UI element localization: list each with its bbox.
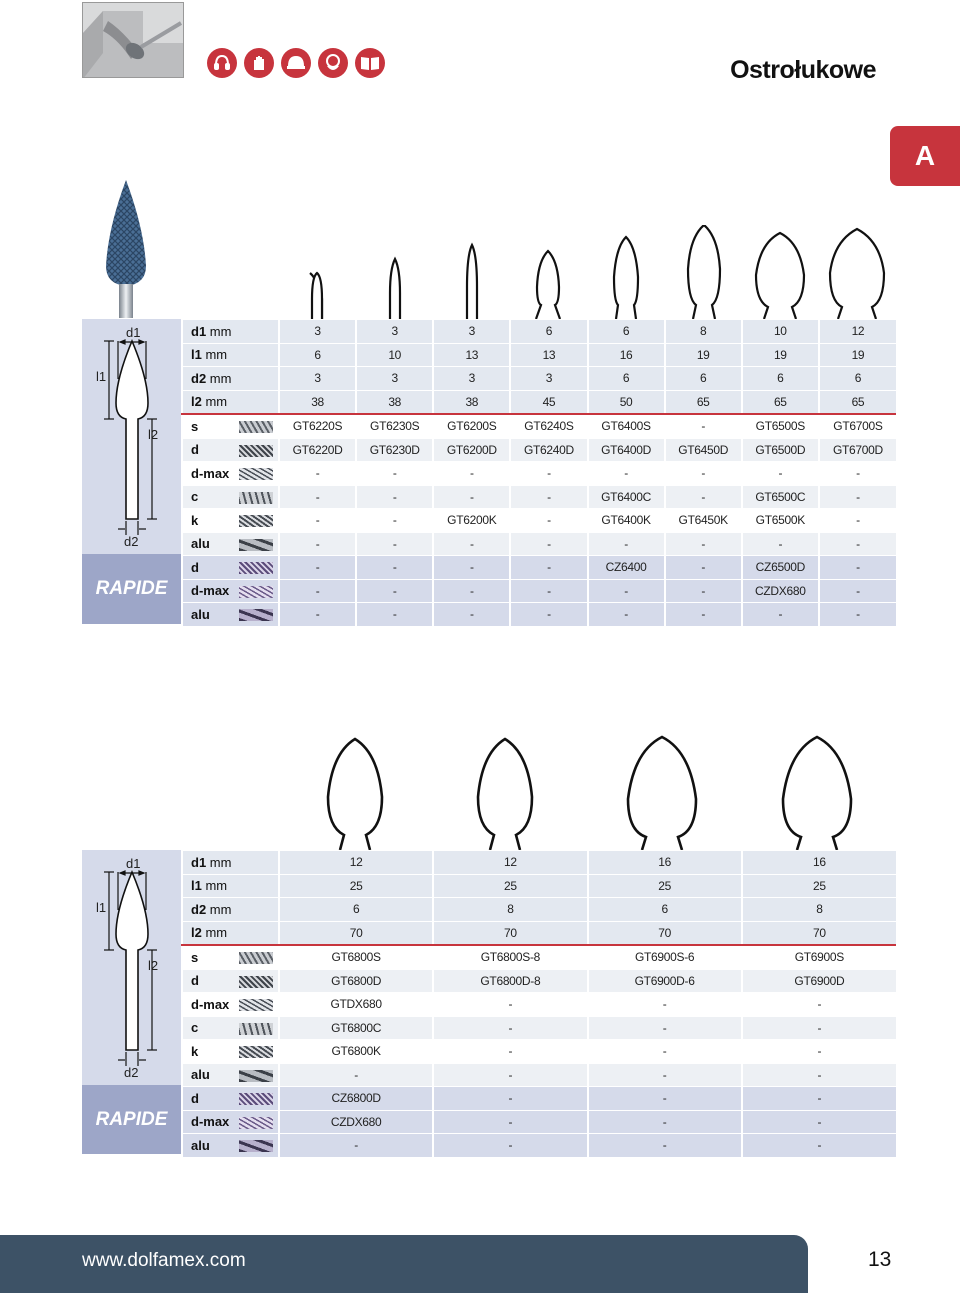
rapide-row-d-max bbox=[182, 1110, 896, 1134]
table-cell: 70 bbox=[588, 921, 742, 945]
cut-type-row-k bbox=[182, 1040, 896, 1064]
table-cell: - bbox=[742, 532, 819, 556]
dim-name: d1 bbox=[191, 854, 207, 870]
table-cell: 3 bbox=[279, 367, 356, 391]
dimension-row-l1 bbox=[182, 343, 896, 367]
table-cell: - bbox=[433, 1087, 587, 1111]
table-cell: GT6450D bbox=[665, 438, 742, 462]
page-title: Ostrołukowe bbox=[730, 56, 876, 84]
cut-pattern-icon bbox=[239, 445, 273, 457]
cut-type-row-s bbox=[182, 945, 896, 969]
table-cell: - bbox=[510, 556, 587, 580]
dim-unit: mm bbox=[209, 323, 232, 339]
table-cell: - bbox=[819, 556, 896, 580]
dim-name: l2 bbox=[191, 925, 202, 941]
row-label bbox=[182, 485, 279, 509]
table-cell: - bbox=[510, 485, 587, 509]
table-cell: GT6500C bbox=[742, 485, 819, 509]
table-cell: - bbox=[279, 556, 356, 580]
table-cell: GT6500K bbox=[742, 509, 819, 533]
cut-pattern-icon bbox=[239, 952, 273, 964]
table-cell: GT6500D bbox=[742, 438, 819, 462]
table-cell: GT6900S-6 bbox=[588, 945, 742, 969]
table-cell: - bbox=[433, 1016, 587, 1040]
table-cell: - bbox=[510, 579, 587, 603]
table-cell: - bbox=[433, 993, 587, 1017]
face-mask-icon bbox=[318, 48, 348, 78]
table-cell: - bbox=[742, 1134, 896, 1157]
section-tab[interactable]: A bbox=[890, 126, 960, 186]
cut-code: d bbox=[191, 559, 199, 575]
dimension-row-l2 bbox=[182, 390, 896, 414]
table-cell: 6 bbox=[279, 343, 356, 367]
cut-code: alu bbox=[191, 536, 210, 552]
cut-pattern-icon bbox=[239, 492, 273, 504]
table-cell: 70 bbox=[742, 921, 896, 945]
rapide-row-d bbox=[182, 1087, 896, 1111]
dim-unit: mm bbox=[205, 394, 228, 410]
table-cell: - bbox=[356, 532, 433, 556]
cut-code: d bbox=[191, 1090, 199, 1106]
ear-protection-icon bbox=[207, 48, 237, 78]
table-cell: - bbox=[279, 485, 356, 509]
table-cell: 16 bbox=[588, 343, 665, 367]
row-label bbox=[182, 320, 279, 344]
table-cell: - bbox=[433, 1110, 587, 1134]
spec-table-2 bbox=[181, 850, 896, 1157]
table-cell: GT6240D bbox=[510, 438, 587, 462]
row-label bbox=[182, 1110, 279, 1134]
row-label bbox=[182, 1063, 279, 1087]
table-cell: - bbox=[819, 532, 896, 556]
table-cell: 12 bbox=[279, 851, 433, 875]
table-cell: - bbox=[588, 462, 665, 486]
table-cell: - bbox=[588, 603, 665, 626]
table-cell: 6 bbox=[588, 367, 665, 391]
table-cell: 12 bbox=[819, 320, 896, 344]
table-cell: 65 bbox=[819, 390, 896, 414]
row-label bbox=[182, 898, 279, 922]
label-l1: l1 bbox=[96, 900, 107, 915]
table-cell: - bbox=[742, 462, 819, 486]
spec-table-1 bbox=[181, 319, 896, 626]
table-cell: GT6400S bbox=[588, 414, 665, 438]
table-cell: 70 bbox=[279, 921, 433, 945]
table-cell: - bbox=[279, 1063, 433, 1087]
table-cell: - bbox=[588, 1087, 742, 1111]
dim-unit: mm bbox=[205, 925, 228, 941]
table-cell: - bbox=[588, 532, 665, 556]
table-cell: - bbox=[588, 1110, 742, 1134]
cut-type-row-d bbox=[182, 969, 896, 993]
table-cell: - bbox=[433, 532, 510, 556]
table-cell: GT6400D bbox=[588, 438, 665, 462]
row-label bbox=[182, 462, 279, 486]
table-cell: 16 bbox=[742, 851, 896, 875]
cut-type-row-d-max bbox=[182, 462, 896, 486]
dim-unit: mm bbox=[205, 347, 228, 363]
table-cell: - bbox=[588, 1016, 742, 1040]
table-cell: - bbox=[510, 509, 587, 533]
row-label bbox=[182, 579, 279, 603]
dim-name: l2 bbox=[191, 394, 202, 410]
tool-silhouettes-row-1 bbox=[278, 225, 898, 319]
table-cell: GT6700D bbox=[819, 438, 896, 462]
table-cell: GT6800K bbox=[279, 1040, 433, 1064]
table-cell: GT6500S bbox=[742, 414, 819, 438]
rapide-row-alu bbox=[182, 1134, 896, 1157]
table-cell: 13 bbox=[510, 343, 587, 367]
row-label bbox=[182, 532, 279, 556]
table-cell: 16 bbox=[588, 851, 742, 875]
table-cell: GT6220D bbox=[279, 438, 356, 462]
table-cell: GT6230D bbox=[356, 438, 433, 462]
label-d1: d1 bbox=[126, 856, 141, 871]
table-cell: - bbox=[279, 579, 356, 603]
row-label bbox=[182, 1016, 279, 1040]
cut-code: alu bbox=[191, 606, 210, 622]
cut-code: d-max bbox=[191, 996, 230, 1012]
row-label bbox=[182, 414, 279, 438]
table-cell: - bbox=[356, 579, 433, 603]
dim-unit: mm bbox=[205, 878, 228, 894]
table-cell: 6 bbox=[588, 320, 665, 344]
table-cell: - bbox=[742, 1040, 896, 1064]
row-label bbox=[182, 556, 279, 580]
cut-type-row-k bbox=[182, 509, 896, 533]
rapide-label: RAPIDE bbox=[95, 578, 168, 599]
table-cell: 6 bbox=[819, 367, 896, 391]
cut-pattern-icon bbox=[239, 999, 273, 1011]
row-label bbox=[182, 509, 279, 533]
tool-silhouettes-row-2 bbox=[320, 735, 880, 850]
table-cell: GT6230S bbox=[356, 414, 433, 438]
table-cell: 3 bbox=[279, 320, 356, 344]
dim-unit: mm bbox=[209, 854, 232, 870]
table-cell: 12 bbox=[433, 851, 587, 875]
table-cell: 8 bbox=[665, 320, 742, 344]
label-d2: d2 bbox=[124, 1065, 139, 1080]
cut-pattern-icon bbox=[239, 468, 273, 480]
table-cell: GTDX680 bbox=[279, 993, 433, 1017]
table-cell: GT6200K bbox=[433, 509, 510, 533]
dim-unit: mm bbox=[209, 370, 232, 386]
table-cell: 6 bbox=[588, 898, 742, 922]
cut-pattern-icon bbox=[239, 421, 273, 433]
table-cell: 6 bbox=[279, 898, 433, 922]
table-cell: - bbox=[356, 485, 433, 509]
cut-type-row-d bbox=[182, 438, 896, 462]
label-l1: l1 bbox=[96, 369, 107, 384]
row-label bbox=[182, 969, 279, 993]
table-cell: - bbox=[356, 462, 433, 486]
table-cell: GT6200S bbox=[433, 414, 510, 438]
table-cell: 25 bbox=[588, 874, 742, 898]
cut-code: d-max bbox=[191, 583, 230, 599]
row-label bbox=[182, 874, 279, 898]
table-cell: - bbox=[433, 1040, 587, 1064]
cut-code: d bbox=[191, 442, 199, 458]
table-cell: 13 bbox=[433, 343, 510, 367]
product-thumbnail bbox=[82, 2, 184, 78]
row-label bbox=[182, 343, 279, 367]
rapide-row-d bbox=[182, 556, 896, 580]
table-cell: - bbox=[433, 556, 510, 580]
table-cell: 3 bbox=[433, 367, 510, 391]
read-manual-icon bbox=[355, 48, 385, 78]
table-cell: 25 bbox=[433, 874, 587, 898]
cut-pattern-icon bbox=[239, 539, 273, 551]
row-label bbox=[182, 1040, 279, 1064]
cut-pattern-icon bbox=[239, 1046, 273, 1058]
table-cell: GT6800S-8 bbox=[433, 945, 587, 969]
table-cell: 3 bbox=[356, 367, 433, 391]
label-l2: l2 bbox=[148, 427, 159, 442]
table-cell: - bbox=[433, 1063, 587, 1087]
dimension-row-d2 bbox=[182, 367, 896, 391]
table-cell: - bbox=[588, 1040, 742, 1064]
table-cell: - bbox=[665, 603, 742, 626]
label-d2: d2 bbox=[124, 534, 139, 549]
table-cell: - bbox=[279, 1134, 433, 1157]
cut-pattern-icon bbox=[239, 1070, 273, 1082]
row-label bbox=[182, 367, 279, 391]
table-cell: 3 bbox=[356, 320, 433, 344]
row-label bbox=[182, 390, 279, 414]
cut-pattern-icon bbox=[239, 1023, 273, 1035]
tool-diagram-1 bbox=[82, 319, 181, 624]
cut-code: d-max bbox=[191, 465, 230, 481]
table-cell: - bbox=[742, 1063, 896, 1087]
table-cell: 25 bbox=[279, 874, 433, 898]
table-cell: GT6400C bbox=[588, 485, 665, 509]
table-cell: GT6200D bbox=[433, 438, 510, 462]
cut-type-row-d-max bbox=[182, 993, 896, 1017]
dim-name: d2 bbox=[191, 370, 207, 386]
cut-code: c bbox=[191, 1020, 199, 1036]
dim-name: l1 bbox=[191, 878, 202, 894]
row-label bbox=[182, 438, 279, 462]
table-cell: 19 bbox=[665, 343, 742, 367]
table-cell: - bbox=[433, 462, 510, 486]
cut-code: k bbox=[191, 1043, 199, 1059]
cut-code: d-max bbox=[191, 1114, 230, 1130]
table-cell: 50 bbox=[588, 390, 665, 414]
dimension-row-d1 bbox=[182, 851, 896, 875]
table-cell: GT6800C bbox=[279, 1016, 433, 1040]
table-cell: - bbox=[819, 579, 896, 603]
cut-code: c bbox=[191, 489, 199, 505]
cut-pattern-icon bbox=[239, 1140, 273, 1152]
dim-name: l1 bbox=[191, 347, 202, 363]
cut-code: alu bbox=[191, 1067, 210, 1083]
dim-name: d1 bbox=[191, 323, 207, 339]
cut-pattern-icon bbox=[239, 1117, 273, 1129]
table-cell: 65 bbox=[665, 390, 742, 414]
table-cell: - bbox=[588, 993, 742, 1017]
cut-pattern-icon bbox=[239, 976, 273, 988]
table-cell: 8 bbox=[742, 898, 896, 922]
dim-name: d2 bbox=[191, 901, 207, 917]
table-cell: GT6450K bbox=[665, 509, 742, 533]
dim-unit: mm bbox=[209, 901, 232, 917]
table-cell: GT6900D bbox=[742, 969, 896, 993]
table-cell: - bbox=[819, 462, 896, 486]
table-cell: - bbox=[742, 993, 896, 1017]
dimension-row-l2 bbox=[182, 921, 896, 945]
table-cell: GT6240S bbox=[510, 414, 587, 438]
table-cell: CZDX680 bbox=[742, 579, 819, 603]
table-cell: 19 bbox=[742, 343, 819, 367]
table-cell: - bbox=[665, 414, 742, 438]
gloves-icon bbox=[244, 48, 274, 78]
dimension-row-d1 bbox=[182, 320, 896, 344]
dimension-row-l1 bbox=[182, 874, 896, 898]
table-cell: - bbox=[279, 603, 356, 626]
cut-pattern-icon bbox=[239, 515, 273, 527]
row-label bbox=[182, 851, 279, 875]
table-cell: 65 bbox=[742, 390, 819, 414]
row-label bbox=[182, 1134, 279, 1157]
table-cell: 38 bbox=[279, 390, 356, 414]
table-cell: - bbox=[279, 462, 356, 486]
table-cell: - bbox=[665, 532, 742, 556]
table-cell: 6 bbox=[742, 367, 819, 391]
table-cell: 6 bbox=[510, 320, 587, 344]
table-cell: - bbox=[819, 509, 896, 533]
cut-code: alu bbox=[191, 1137, 210, 1153]
table-cell: 10 bbox=[356, 343, 433, 367]
table-cell: - bbox=[279, 532, 356, 556]
cut-code: s bbox=[191, 949, 199, 965]
cut-code: s bbox=[191, 418, 199, 434]
table-cell: GT6220S bbox=[279, 414, 356, 438]
table-cell: GT6900S bbox=[742, 945, 896, 969]
table-cell: - bbox=[665, 485, 742, 509]
table-cell: 3 bbox=[433, 320, 510, 344]
rapide-label: RAPIDE bbox=[95, 1109, 168, 1130]
table-cell: - bbox=[510, 603, 587, 626]
table-cell: GT6800S bbox=[279, 945, 433, 969]
tool-diagram-2 bbox=[82, 850, 181, 1154]
row-label bbox=[182, 945, 279, 969]
rapide-row-alu bbox=[182, 603, 896, 626]
table-cell: CZDX680 bbox=[279, 1110, 433, 1134]
table-cell: - bbox=[588, 579, 665, 603]
table-cell: CZ6400 bbox=[588, 556, 665, 580]
table-cell: 10 bbox=[742, 320, 819, 344]
cut-code: k bbox=[191, 512, 199, 528]
table-cell: - bbox=[588, 1063, 742, 1087]
table-cell: - bbox=[665, 579, 742, 603]
table-cell: - bbox=[510, 532, 587, 556]
label-d1: d1 bbox=[126, 325, 141, 340]
label-l2: l2 bbox=[148, 958, 159, 973]
table-cell: - bbox=[665, 556, 742, 580]
table-cell: - bbox=[356, 509, 433, 533]
table-cell: - bbox=[433, 579, 510, 603]
cut-type-row-s bbox=[182, 414, 896, 438]
cut-type-row-c bbox=[182, 485, 896, 509]
table-cell: 25 bbox=[742, 874, 896, 898]
cut-pattern-icon bbox=[239, 1093, 273, 1105]
table-cell: - bbox=[819, 485, 896, 509]
table-cell: - bbox=[665, 462, 742, 486]
cut-pattern-icon bbox=[239, 586, 273, 598]
table-cell: GT6400K bbox=[588, 509, 665, 533]
table-cell: 45 bbox=[510, 390, 587, 414]
row-label bbox=[182, 921, 279, 945]
table-cell: - bbox=[588, 1134, 742, 1157]
table-cell: - bbox=[742, 1016, 896, 1040]
table-cell: - bbox=[433, 603, 510, 626]
dimension-row-d2 bbox=[182, 898, 896, 922]
table-cell: - bbox=[279, 509, 356, 533]
row-label bbox=[182, 1087, 279, 1111]
cut-pattern-icon bbox=[239, 609, 273, 621]
table-cell: 6 bbox=[665, 367, 742, 391]
table-cell: GT6800D-8 bbox=[433, 969, 587, 993]
table-cell: GT6700S bbox=[819, 414, 896, 438]
row-label bbox=[182, 603, 279, 626]
table-cell: - bbox=[742, 1110, 896, 1134]
table-cell: 19 bbox=[819, 343, 896, 367]
helmet-icon bbox=[281, 48, 311, 78]
cut-type-row-alu bbox=[182, 532, 896, 556]
table-cell: 38 bbox=[433, 390, 510, 414]
cut-type-row-alu bbox=[182, 1063, 896, 1087]
carbide-bur-photo bbox=[100, 178, 160, 318]
table-cell: 70 bbox=[433, 921, 587, 945]
table-cell: - bbox=[819, 603, 896, 626]
footer-url[interactable]: www.dolfamex.com bbox=[82, 1250, 246, 1271]
page-number: 13 bbox=[868, 1248, 892, 1271]
cut-code: d bbox=[191, 973, 199, 989]
cut-type-row-c bbox=[182, 1016, 896, 1040]
table-cell: CZ6500D bbox=[742, 556, 819, 580]
rapide-row-d-max bbox=[182, 579, 896, 603]
table-cell: - bbox=[510, 462, 587, 486]
table-cell: 8 bbox=[433, 898, 587, 922]
row-label bbox=[182, 993, 279, 1017]
table-cell: - bbox=[433, 485, 510, 509]
table-cell: 3 bbox=[510, 367, 587, 391]
table-cell: CZ6800D bbox=[279, 1087, 433, 1111]
table-cell: 38 bbox=[356, 390, 433, 414]
table-cell: - bbox=[742, 1087, 896, 1111]
table-cell: - bbox=[356, 556, 433, 580]
table-cell: - bbox=[742, 603, 819, 626]
table-cell: GT6900D-6 bbox=[588, 969, 742, 993]
table-cell: - bbox=[433, 1134, 587, 1157]
table-cell: GT6800D bbox=[279, 969, 433, 993]
cut-pattern-icon bbox=[239, 562, 273, 574]
table-cell: - bbox=[356, 603, 433, 626]
